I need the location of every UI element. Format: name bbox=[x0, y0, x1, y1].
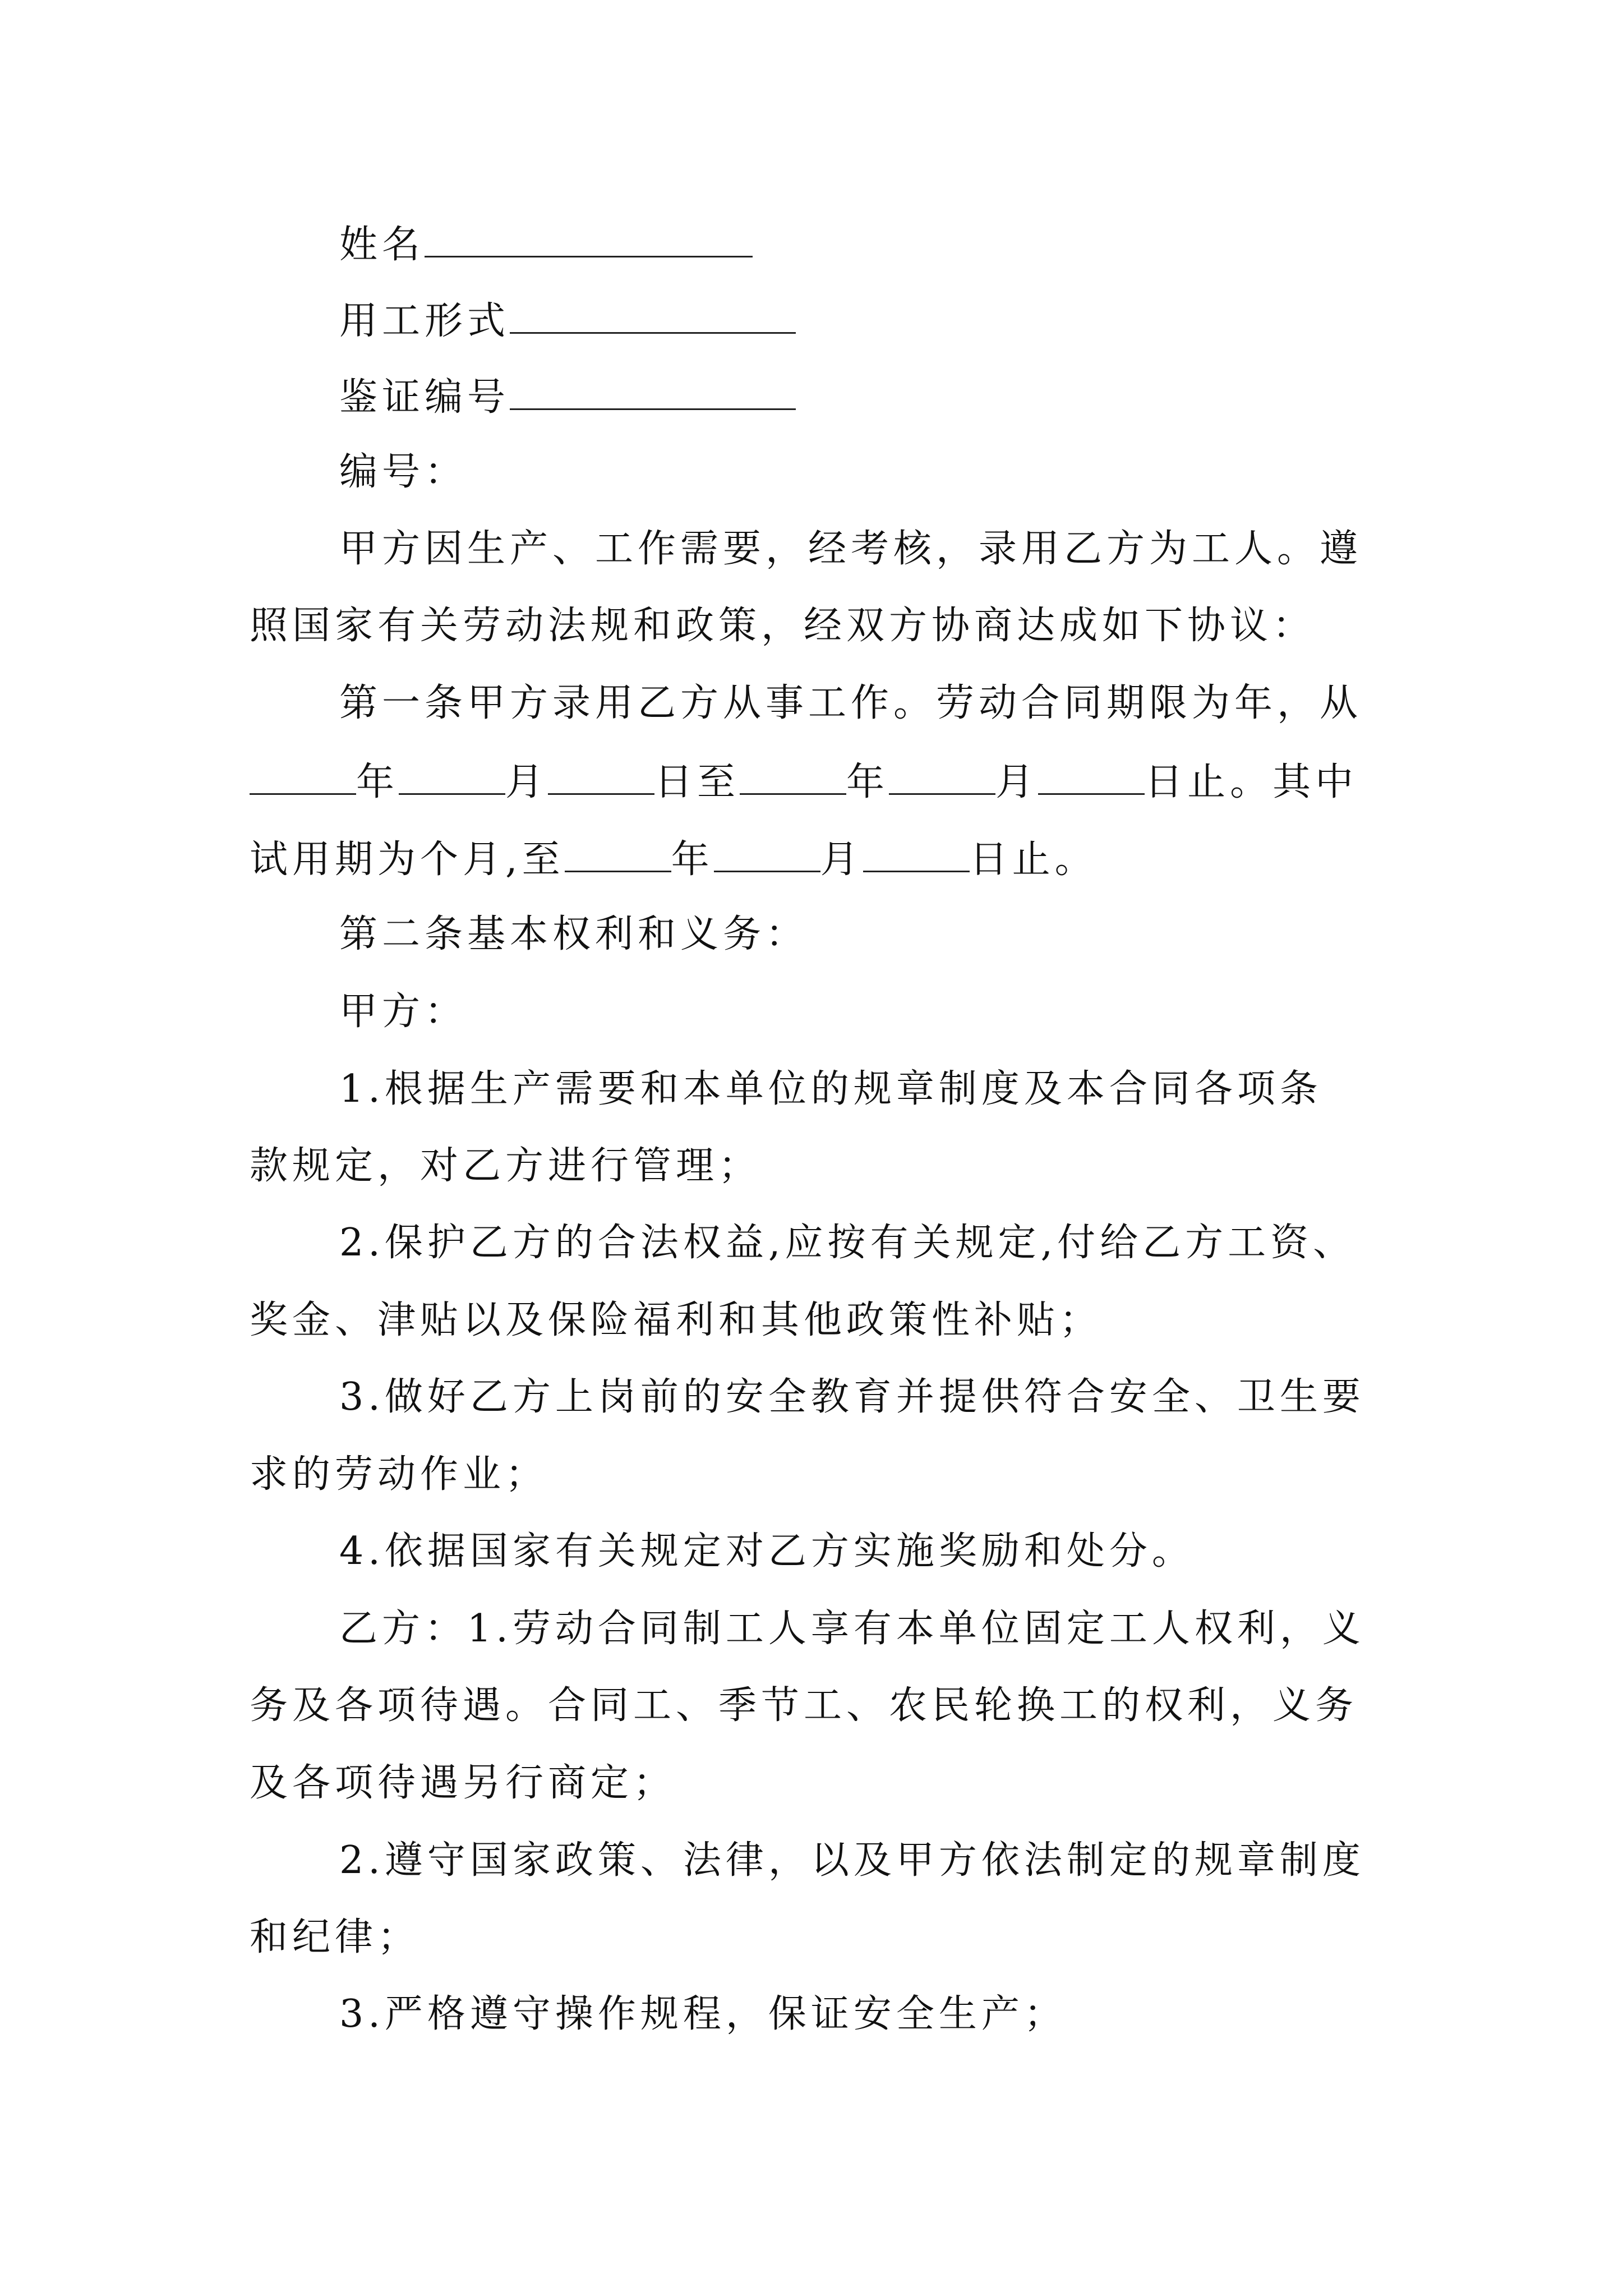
date-unit: 月 bbox=[505, 760, 548, 804]
article1-line-1: 第一条甲方录用乙方从事工作。劳动合同期限为年，从 bbox=[339, 681, 1363, 725]
party-a-item-1-line-2: 款规定，对乙方进行管理； bbox=[250, 1144, 762, 1188]
name-field bbox=[339, 223, 753, 267]
certification-number-field bbox=[339, 375, 796, 420]
party-b-item-1-line-2: 务及各项待遇。合同工、季节工、农民轮换工的权利，义务 bbox=[250, 1683, 1358, 1728]
date-blank bbox=[548, 761, 654, 795]
date-unit: 年 bbox=[356, 760, 399, 804]
employment-form-field bbox=[339, 300, 796, 341]
date-unit: 年 bbox=[671, 838, 714, 882]
probation-prefix: 试用期为个月,至 bbox=[250, 838, 565, 882]
party-a-item-2-line-2: 奖金、津贴以及保险福利和其他政策性补贴； bbox=[250, 1298, 1103, 1342]
party-b-item-1-line-1: 乙方：1.劳动合同制工人享有本单位固定工人权利，义 bbox=[339, 1607, 1365, 1651]
number-label: 编号： bbox=[339, 450, 468, 494]
date-blank bbox=[1038, 761, 1145, 795]
party-a-item-1-line-1: 1.根据生产需要和本单位的规章制度及本合同各项条 bbox=[339, 1067, 1322, 1111]
article1-probation-line bbox=[250, 838, 1098, 882]
party-a-item-3-line-2: 求的劳动作业； bbox=[250, 1452, 548, 1497]
date-blank bbox=[250, 761, 356, 795]
party-a-label: 甲方： bbox=[339, 990, 468, 1034]
date-blank bbox=[863, 838, 970, 872]
certification-number-label: 鉴证编号 bbox=[339, 375, 510, 420]
party-b-item-3: 3.严格遵守操作规程，保证安全生产； bbox=[339, 1992, 1067, 2036]
party-a-item-3-line-1: 3.做好乙方上岗前的安全教育并提供符合安全、卫生要 bbox=[339, 1375, 1365, 1419]
date-blank bbox=[889, 761, 995, 795]
date-blank bbox=[714, 838, 820, 872]
name-blank bbox=[425, 223, 753, 257]
date-unit: 月 bbox=[995, 760, 1039, 804]
intro-line-2: 照国家有关劳动法规和政策，经双方协商达成如下协议： bbox=[250, 604, 1316, 648]
name-label: 姓名 bbox=[339, 223, 425, 267]
article2-title: 第二条基本权利和义务： bbox=[339, 912, 809, 956]
date-blank bbox=[565, 838, 671, 872]
intro-line-1: 甲方因生产、工作需要，经考核，录用乙方为工人。遵 bbox=[339, 527, 1363, 571]
date-unit: 日止。 bbox=[969, 838, 1098, 882]
employment-form-label: 用工形式 bbox=[339, 299, 510, 343]
date-unit: 日至 bbox=[654, 760, 740, 804]
number-field bbox=[339, 450, 468, 494]
party-a-item-2-line-1: 2.保护乙方的合法权益,应按有关规定,付给乙方工资、 bbox=[339, 1221, 1356, 1265]
article1-term-dates bbox=[250, 761, 1358, 802]
date-unit: 年 bbox=[846, 760, 889, 804]
date-unit: 日止。其中 bbox=[1145, 760, 1358, 804]
party-b-item-2-line-2: 和纪律； bbox=[250, 1915, 421, 1959]
party-a-item-4: 4.依据国家有关规定对乙方实施奖励和处分。 bbox=[339, 1529, 1195, 1573]
certification-number-blank bbox=[510, 376, 796, 410]
employment-form-blank bbox=[510, 300, 796, 334]
date-blank bbox=[740, 761, 846, 795]
date-unit: 月 bbox=[820, 838, 863, 882]
party-b-item-2-line-1: 2.遵守国家政策、法律，以及甲方依法制定的规章制度 bbox=[339, 1838, 1365, 1883]
party-b-item-1-line-3: 及各项待遇另行商定； bbox=[250, 1761, 676, 1805]
date-blank bbox=[399, 761, 505, 795]
